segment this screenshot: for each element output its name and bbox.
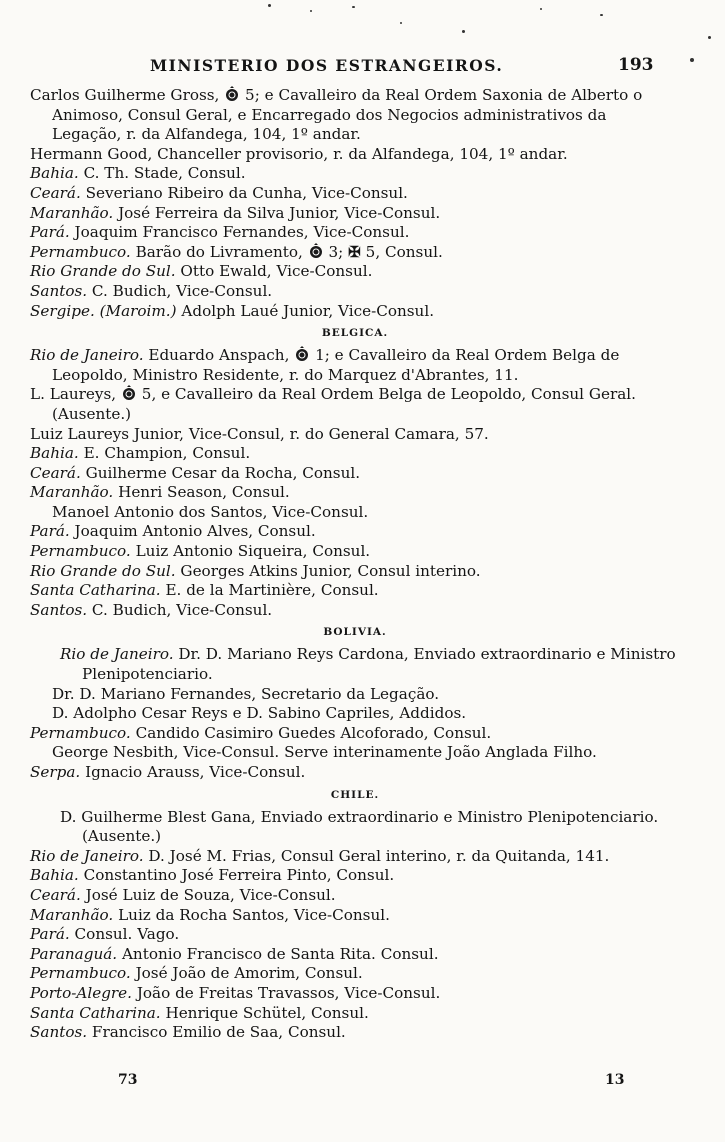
entry-text: Luiz da Rocha Santos, Vice-Consul. — [113, 905, 390, 924]
scan-speck — [310, 10, 312, 12]
place-name: Rio de Janeiro. — [30, 346, 144, 365]
place-name: Rio Grande do Sul. — [30, 262, 176, 281]
directory-entry — [30, 223, 680, 243]
legation-entries-chile — [30, 808, 680, 1043]
directory-entry — [30, 503, 680, 523]
entry-text: Henrique Schütel, Consul. — [160, 1003, 369, 1022]
entry-text: 5, Consul. — [360, 242, 443, 261]
directory-entry — [30, 743, 680, 763]
entry-text: Carlos Guilherme Gross, — [30, 86, 225, 104]
place-name: Santa Catharina. — [30, 581, 161, 600]
section-heading-chile: CHILE. — [330, 788, 380, 801]
entry-text: C. Th. Stade, Consul. — [78, 164, 246, 183]
entry-text: José João de Amorim, Consul. — [130, 964, 363, 983]
directory-entry — [30, 522, 680, 542]
place-name: Rio de Janeiro. — [30, 846, 144, 865]
order-insignia-icon — [294, 346, 310, 362]
entry-text: Henri Season, Consul. — [113, 483, 290, 502]
entry-text: Luiz Laureys Junior, Vice-Consul, r. do General Camara, 57. — [30, 424, 489, 443]
place-name: Rio de Janeiro. — [60, 645, 174, 664]
section-heading-bolivia: BOLIVIA. — [323, 626, 387, 639]
place-name: Pernambuco. — [30, 964, 131, 983]
directory-entry — [30, 808, 680, 847]
order-insignia-icon — [308, 243, 324, 259]
directory-entry — [30, 204, 680, 224]
place-name: Bahia. — [30, 164, 79, 183]
directory-entry — [30, 1023, 680, 1043]
scan-speck — [600, 14, 603, 16]
directory-entry — [30, 847, 680, 867]
cross-insignia-icon: ✠ — [348, 242, 361, 261]
directory-entry — [30, 1004, 680, 1024]
place-name: Pará. — [30, 522, 70, 541]
directory-entry — [30, 562, 680, 582]
entry-text: Constantino José Ferreira Pinto, Consul. — [78, 866, 395, 885]
entry-text: José Luiz de Souza, Vice-Consul. — [80, 885, 336, 904]
scan-speck — [540, 8, 542, 10]
place-name: Bahia. — [30, 444, 79, 463]
directory-entry — [30, 724, 680, 744]
directory-entry — [30, 925, 680, 945]
entry-text: Dr. D. Mariano Fernandes, Secretario da Legação. — [52, 684, 440, 703]
signature-mark: 73 — [118, 1072, 138, 1088]
place-name: Santos. — [30, 600, 88, 619]
section-heading-belgica: BELGICA. — [321, 327, 389, 340]
order-insignia-icon — [224, 86, 240, 102]
entry-text: C. Budich, Vice-Consul. — [87, 600, 273, 619]
scan-speck — [268, 4, 271, 7]
directory-content — [30, 86, 680, 1043]
entry-text: Antonio Francisco de Santa Rita. Consul. — [117, 944, 439, 963]
sheet-number: 13 — [605, 1072, 625, 1088]
directory-entry — [30, 886, 680, 906]
entry-text: Manoel Antonio dos Santos, Vice-Consul. — [52, 502, 369, 521]
place-name: Maranhão. — [30, 483, 114, 502]
entry-text: José Ferreira da Silva Junior, Vice-Consul. — [113, 203, 441, 222]
place-name: Ceará. — [30, 885, 81, 904]
place-name: Pará. — [30, 925, 70, 944]
page-title: MINISTERIO DOS ESTRANGEIROS. — [150, 56, 504, 75]
place-name: Bahia. — [30, 866, 79, 885]
directory-entry — [30, 164, 680, 184]
running-header — [0, 56, 725, 82]
place-name: Pernambuco. — [30, 723, 131, 742]
entry-text: George Nesbith, Vice-Consul. Serve interinamente João Anglada Filho. — [52, 743, 597, 762]
directory-entry — [30, 86, 680, 145]
entry-text: Severiano Ribeiro da Cunha, Vice-Consul. — [80, 183, 408, 202]
directory-entry — [30, 346, 680, 385]
place-name: Ceará. — [30, 183, 81, 202]
entry-text: Consul. Vago. — [69, 925, 180, 944]
place-name: Santos. — [30, 281, 88, 300]
legation-entries-belgica — [30, 346, 680, 620]
directory-entry — [30, 302, 680, 322]
directory-entry — [30, 464, 680, 484]
legation-entries-saxony — [30, 86, 680, 321]
directory-entry — [30, 425, 680, 445]
place-name: Ceará. — [30, 463, 81, 482]
directory-entry — [30, 964, 680, 984]
entry-text: 5, e Cavalleiro da Real Ordem Belga de Leopoldo, Consul Geral. (Ausente.) — [52, 385, 636, 423]
place-name: Pernambuco. — [30, 242, 131, 261]
scan-speck — [400, 22, 402, 24]
directory-entry — [30, 282, 680, 302]
entry-text: Eduardo Anspach, — [143, 346, 295, 365]
entry-text: L. Laureys, — [30, 385, 121, 404]
place-name: Santa Catharina. — [30, 1003, 161, 1022]
place-name: Rio Grande do Sul. — [30, 561, 176, 580]
directory-entry — [30, 601, 680, 621]
directory-entry — [30, 581, 680, 601]
scan-speck — [462, 30, 465, 33]
entry-text: Francisco Emilio de Saa, Consul. — [87, 1023, 346, 1042]
entry-text: Dr. D. Mariano Reys Cardona, Enviado extraordinario e Ministro Plenipotenciario. — [82, 645, 676, 684]
entry-text: 5; e Cavalleiro da Real Ordem Saxonia de Alberto o Animoso, Consul Geral, e Encarregado dos Negocios administrativos da Legação, r. da Alfandega, 104, 1º andar. — [52, 86, 643, 144]
directory-entry — [30, 444, 680, 464]
directory-entry — [30, 763, 680, 783]
place-name: Maranhão. — [30, 905, 114, 924]
entry-text: João de Freitas Travassos, Vice-Consul. — [132, 983, 441, 1002]
place-name: Maranhão. — [30, 203, 114, 222]
directory-entry — [30, 145, 680, 165]
directory-entry — [30, 906, 680, 926]
place-name: Paranaguá. — [30, 944, 118, 963]
directory-entry — [30, 542, 680, 562]
page-number: 193 — [618, 55, 654, 75]
place-name: Serpa. — [30, 763, 81, 781]
directory-entry — [30, 483, 680, 503]
directory-entry — [30, 243, 680, 263]
entry-text: Georges Atkins Junior, Consul interino. — [175, 561, 481, 580]
scan-speck — [708, 36, 711, 39]
directory-entry — [30, 704, 680, 724]
entry-text: Otto Ewald, Vice-Consul. — [175, 262, 373, 281]
entry-text: D. Guilherme Blest Gana, Enviado extraordinario e Ministro Plenipotenciario. (Ausente.) — [60, 807, 659, 846]
directory-entry — [30, 184, 680, 204]
entry-text: Luiz Antonio Siqueira, Consul. — [130, 542, 371, 561]
directory-entry — [30, 685, 680, 705]
entry-text: Guilherme Cesar da Rocha, Consul. — [80, 463, 361, 482]
entry-text: Ignacio Arauss, Vice-Consul. — [80, 763, 306, 781]
entry-text: E. Champion, Consul. — [78, 444, 251, 463]
legation-entries-bolivia — [30, 645, 680, 782]
order-insignia-icon — [121, 385, 137, 401]
place-name: Pernambuco. — [30, 542, 131, 561]
scan-speck — [352, 6, 355, 8]
entry-text: D. Adolpho Cesar Reys e D. Sabino Capriles, Addidos. — [52, 704, 467, 723]
place-name: Santos. — [30, 1023, 88, 1042]
directory-entry — [30, 262, 680, 282]
place-name: Porto-Alegre. — [30, 983, 132, 1002]
place-name: Pará. — [30, 223, 70, 242]
entry-text: D. José M. Frias, Consul Geral interino, r. da Quitanda, 141. — [143, 846, 610, 865]
entry-text: Adolph Laué Junior, Vice-Consul. — [176, 301, 435, 320]
entry-text: Hermann Good, Chanceller provisorio, r. da Alfandega, 104, 1º andar. — [30, 144, 568, 163]
place-name: Sergipe. (Maroim.) — [30, 301, 177, 320]
entry-text: C. Budich, Vice-Consul. — [87, 281, 273, 300]
directory-entry — [30, 866, 680, 886]
entry-text: Joaquim Antonio Alves, Consul. — [69, 522, 316, 541]
entry-text: 1; e Cavalleiro da Real Ordem Belga de Leopoldo, Ministro Residente, r. do Marquez d'Abrantes, 11. — [52, 346, 620, 384]
page-footer — [0, 1072, 725, 1092]
entry-text: Barão do Livramento, — [130, 242, 308, 261]
entry-text: Joaquim Francisco Fernandes, Vice-Consul. — [69, 223, 410, 242]
directory-entry — [30, 945, 680, 965]
directory-entry — [30, 645, 680, 684]
entry-text: 3; — [323, 242, 349, 261]
entry-text: E. de la Martinière, Consul. — [160, 581, 379, 600]
entry-text: Candido Casimiro Guedes Alcoforado, Consul. — [130, 723, 492, 742]
directory-entry — [30, 984, 680, 1004]
directory-entry — [30, 385, 680, 424]
